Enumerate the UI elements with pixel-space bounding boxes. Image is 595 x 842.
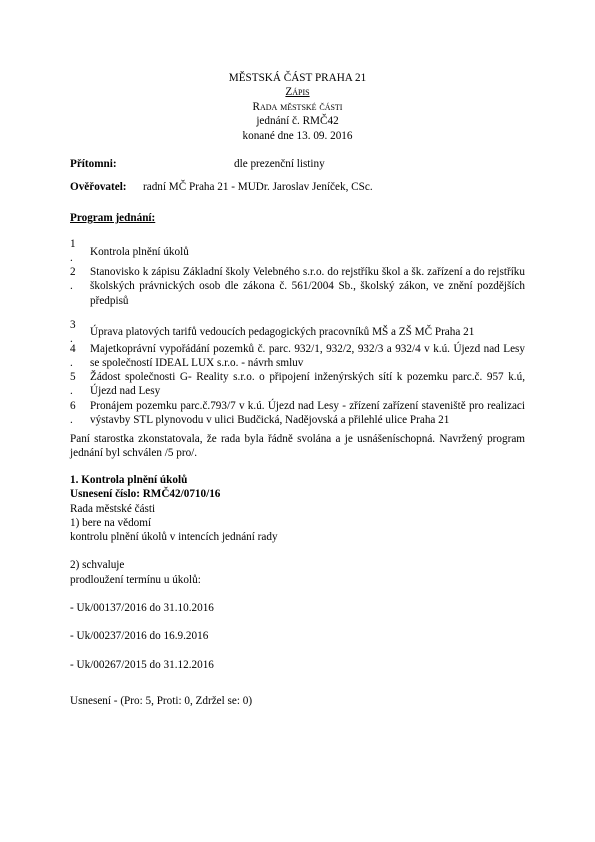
verifier-value: radní MČ Praha 21 - MUDr. Jaroslav Jeníček, CSc. (143, 181, 373, 193)
document-type: Zápis (285, 86, 310, 99)
task-item: - Uk/00237/2016 do 16.9.2016 (70, 630, 209, 643)
municipality-name: MĚSTSKÁ ČÁST PRAHA 21 (228, 72, 367, 84)
attendance-label: Přítomni: (70, 158, 117, 170)
vote-result: Usnesení - (Pro: 5, Proti: 0, Zdržel se: 0) (70, 695, 253, 707)
agenda-item (70, 399, 525, 428)
agenda-item (70, 318, 525, 345)
verifier-label: Ověřovatel: (70, 181, 127, 193)
agenda-item-text: Stanovisko k zápisu Základní školy Velebného s.r.o. do rejstříku škol a šk. zařízení a do rejstříku školských právnických osob dle zákona č. 561/2004 Sb., školský zákon, ve znění pozdějších předpisů (90, 266, 525, 307)
program-title: Program jednání: (70, 212, 156, 224)
agenda-item-number: 5 . (70, 371, 76, 397)
agenda-item-number: 1 . (70, 238, 76, 264)
agenda-item-text: Žádost společnosti G- Reality s.r.o. o připojení inženýrských sítí k pozemku parc.č. 957 k.ú, Újezd nad Lesy (90, 371, 525, 398)
task-item: - Uk/00267/2015 do 31.12.2016 (70, 658, 214, 671)
attendance-value: dle prezenční listiny (234, 158, 325, 170)
resolution-number: Usnesení číslo: RMČ42/0710/16 (70, 488, 221, 501)
agenda-item-number: 6 . (70, 400, 76, 426)
document-header (0, 71, 595, 143)
meeting-number: jednání č. RMČ42 (256, 115, 339, 128)
resolution-point-2: 2) schvaluje (70, 559, 125, 572)
agenda-item-number: 3 . (70, 319, 76, 345)
agenda-item-text: Kontrola plnění úkolů (90, 246, 189, 258)
agenda-item (70, 265, 525, 313)
council-name: Rada městské části (252, 100, 343, 113)
agenda-item-text: Pronájem pozemku parc.č.793/7 v k.ú. Újezd nad Lesy - zřízení zařízení staveniště pro realizaci výstavby STL plynovodu v ulici Budčická, Nadějovská a přilehlé ulice Praha 21 (90, 400, 525, 427)
agenda-item-text: Úprava platových tarifů vedoucích pedagogických pracovníků MŠ a ZŠ MČ Praha 21 (90, 326, 475, 338)
agenda-item (70, 342, 525, 370)
agenda-item-number: 2 . (70, 266, 76, 292)
resolution-point-2-text: prodloužení termínu u úkolů: (70, 573, 201, 586)
meeting-date: konané dne 13. 09. 2016 (242, 129, 353, 142)
task-item: - Uk/00137/2016 do 31.10.2016 (70, 602, 214, 615)
resolution-body: Rada městské části (70, 502, 156, 515)
agenda-list (70, 237, 525, 428)
verifier-row (70, 180, 525, 194)
attendance-row (70, 157, 525, 171)
agenda-item (70, 237, 525, 264)
agenda-item (70, 370, 525, 399)
resolution-heading: 1. Kontrola plnění úkolů (70, 474, 188, 486)
intro-paragraph: Paní starostka zkonstatovala, že rada byla řádně svolána a je usnášeníschopná. Navržený program jednání byl schválen /5 pro/. (70, 433, 525, 460)
agenda-item-number: 4 . (70, 343, 76, 369)
agenda-item-text: Majetkoprávní vypořádání pozemků č. parc. 932/1, 932/2, 932/3 a 932/4 v k.ú. Újezd nad Lesy se společností IDEAL LUX s.r.o. - návrh smluv (90, 343, 525, 370)
resolution-section (70, 473, 525, 672)
resolution-point-1: 1) bere na vědomí (70, 516, 152, 529)
resolution-point-1-text: kontrolu plnění úkolů v intencích jednání rady (70, 531, 278, 544)
